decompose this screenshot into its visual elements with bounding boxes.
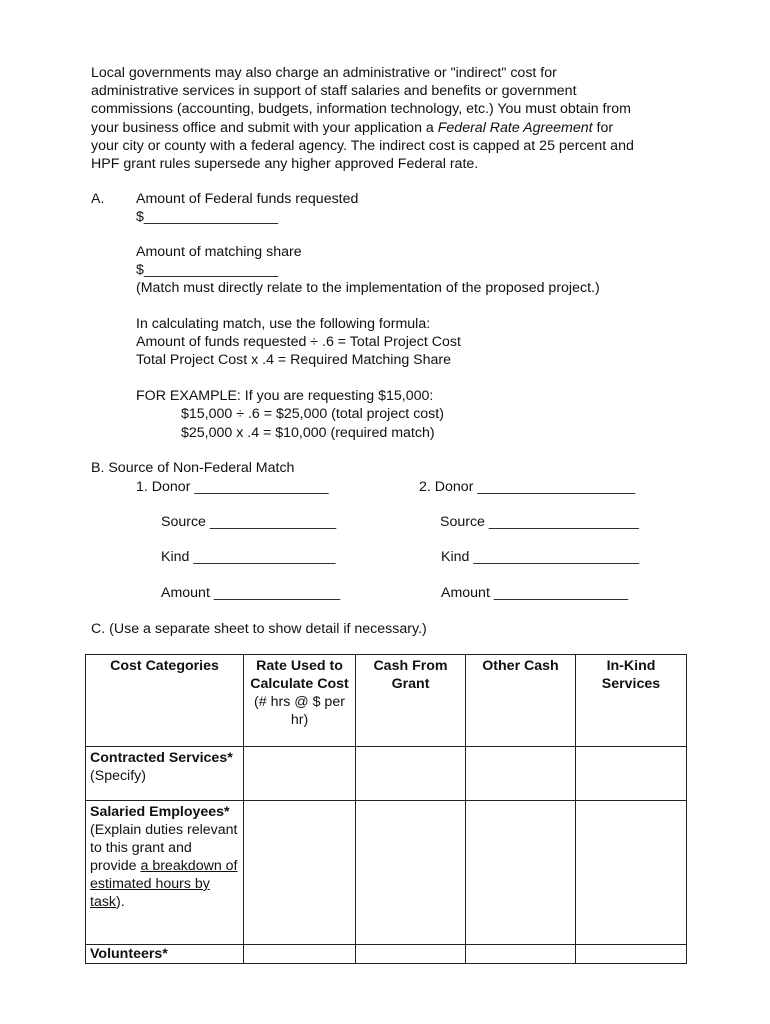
- row-title: Salaried Employees*: [90, 804, 230, 820]
- donor-2-field[interactable]: 2. Donor ____________________: [419, 479, 636, 495]
- example-line-2: $25,000 x .4 = $10,000 (required match): [181, 425, 435, 441]
- header-in-kind-services: In-Kind Services: [576, 655, 687, 747]
- table-cell-input[interactable]: [244, 747, 356, 801]
- header-cost-categories: Cost Categories: [86, 655, 244, 747]
- matching-share-label: Amount of matching share: [136, 244, 302, 260]
- section-a-letter: A.: [91, 191, 105, 207]
- intro-line-6: HPF grant rules supersede any higher approved Federal rate.: [91, 156, 479, 173]
- federal-funds-label: Amount of Federal funds requested: [136, 191, 359, 207]
- amount-2-field[interactable]: Amount _________________: [441, 585, 628, 601]
- table-cell-input[interactable]: [576, 945, 687, 964]
- table-cell-input[interactable]: [466, 747, 576, 801]
- kind-2-field[interactable]: Kind _____________________: [441, 549, 640, 565]
- row-title: Contracted Services*: [90, 750, 233, 766]
- row-note-end: ).: [116, 894, 125, 910]
- table-cell-input[interactable]: [356, 945, 466, 964]
- amount-1-field[interactable]: Amount ________________: [161, 585, 341, 601]
- table-cell-input[interactable]: [244, 801, 356, 945]
- match-note: (Match must directly relate to the implementation of the proposed project.): [136, 280, 600, 296]
- intro-line-4-end: for: [592, 119, 614, 136]
- section-c-heading: C. (Use a separate sheet to show detail if necessary.): [91, 621, 427, 637]
- row-note: (Explain duties relevant to this grant and provide: [90, 822, 238, 874]
- intro-paragraph: [91, 64, 701, 173]
- header-rate-note: (# hrs @ $ per hr): [254, 694, 345, 728]
- header-other-cash: Other Cash: [466, 655, 576, 747]
- table-row: [86, 945, 687, 964]
- federal-rate-agreement: Federal Rate Agreement: [437, 119, 593, 136]
- table-cell-input[interactable]: [356, 747, 466, 801]
- row-note: (Specify): [90, 768, 146, 784]
- row-volunteers: [86, 945, 244, 964]
- table-cell-input[interactable]: [466, 945, 576, 964]
- intro-line-3: commissions (accounting, budgets, information technology, etc.) You must obtain from: [91, 101, 631, 118]
- example-intro: FOR EXAMPLE: If you are requesting $15,000:: [136, 388, 434, 404]
- table-row: [86, 801, 687, 945]
- header-rate-title: Rate Used to Calculate Cost: [250, 658, 349, 692]
- intro-line-2: administrative services in support of staff salaries and benefits or government: [91, 83, 577, 100]
- formula-line-1: Amount of funds requested ÷ .6 = Total Project Cost: [136, 334, 461, 350]
- table-cell-input[interactable]: [576, 747, 687, 801]
- row-title: Volunteers*: [90, 946, 168, 962]
- header-cash-from-grant: Cash From Grant: [356, 655, 466, 747]
- row-salaried-employees: [86, 801, 244, 945]
- intro-line-4: [91, 119, 701, 137]
- table-cell-input[interactable]: [356, 801, 466, 945]
- intro-line-4-start: your business office and submit with your application a: [91, 119, 438, 136]
- intro-line-1: Local governments may also charge an administrative or "indirect" cost for: [91, 65, 557, 81]
- row-note-underlined: a breakdown of estimated hours by task: [90, 858, 238, 910]
- kind-1-field[interactable]: Kind __________________: [161, 549, 336, 565]
- table-cell-input[interactable]: [576, 801, 687, 945]
- header-rate: [244, 655, 356, 747]
- matching-share-blank[interactable]: $_________________: [136, 262, 279, 278]
- federal-funds-blank[interactable]: $_________________: [136, 209, 279, 225]
- section-b-heading: B. Source of Non-Federal Match: [91, 460, 295, 476]
- intro-line-5: your city or county with a federal agency. The indirect cost is capped at 25 percent and: [91, 137, 634, 154]
- formula-line-2: Total Project Cost x .4 = Required Matching Share: [136, 352, 452, 368]
- cost-categories-table: [85, 654, 687, 964]
- example-line-1: $15,000 ÷ .6 = $25,000 (total project cost): [181, 406, 444, 422]
- table-header-row: [86, 655, 687, 747]
- formula-intro: In calculating match, use the following formula:: [136, 316, 431, 332]
- table-cell-input[interactable]: [466, 801, 576, 945]
- row-contracted-services: [86, 747, 244, 801]
- source-1-field[interactable]: Source ________________: [161, 514, 337, 530]
- table-cell-input[interactable]: [244, 945, 356, 964]
- source-2-field[interactable]: Source ___________________: [440, 514, 639, 530]
- donor-1-field[interactable]: 1. Donor _________________: [136, 479, 329, 495]
- table-row: [86, 747, 687, 801]
